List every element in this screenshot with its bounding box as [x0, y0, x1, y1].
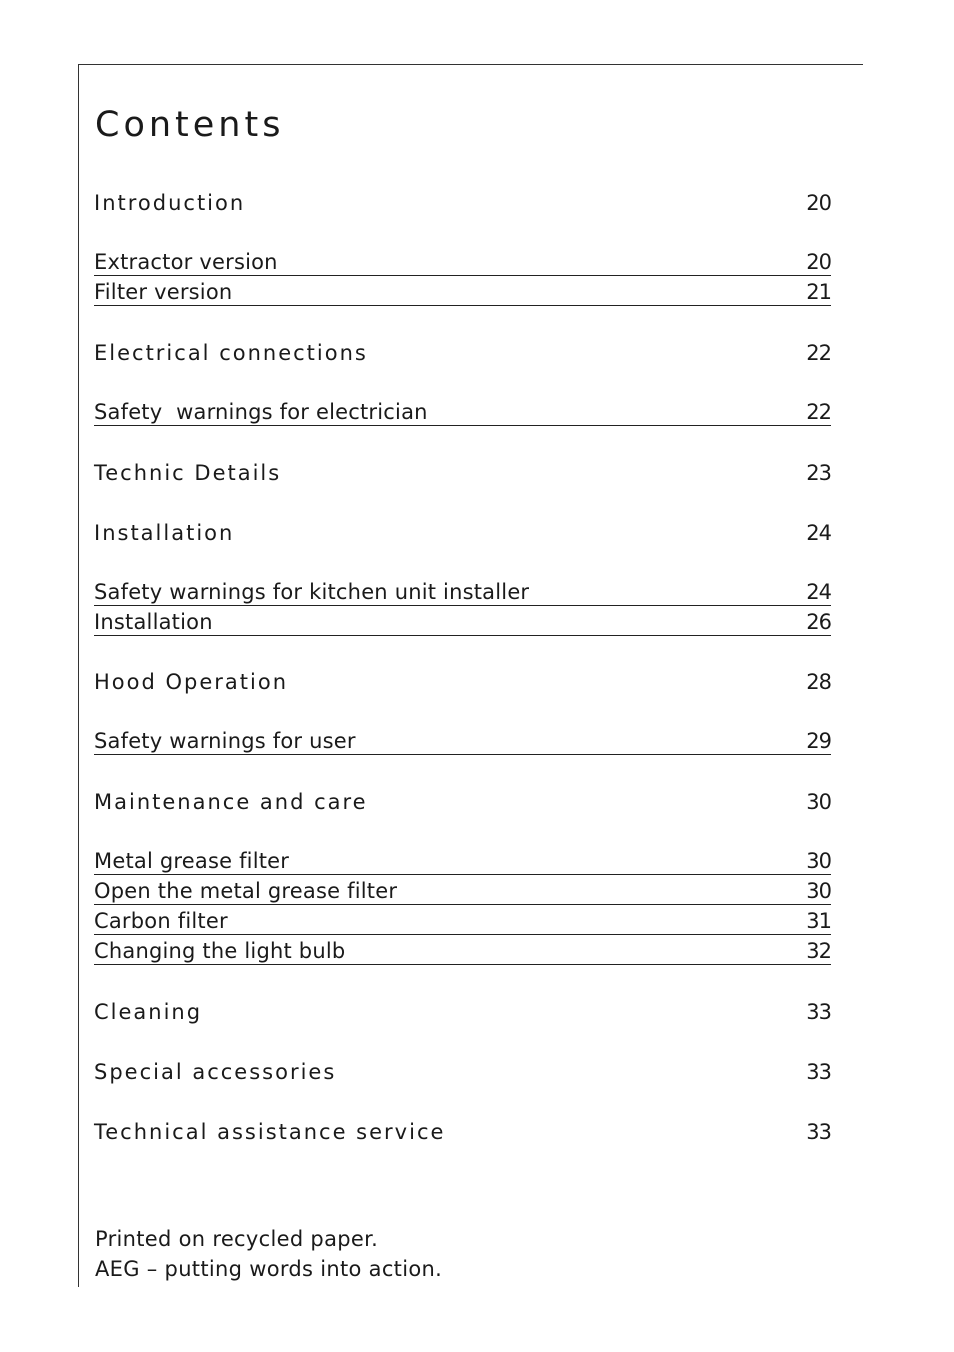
toc-entry-label: Electrical connections — [94, 341, 368, 365]
toc-entry-label: Extractor version — [94, 250, 278, 274]
toc-entry-page-number: 30 — [806, 879, 831, 903]
toc-entry-page-number: 29 — [806, 729, 831, 753]
toc-entry[interactable] — [94, 276, 831, 306]
toc-entry-label: Filter version — [94, 280, 233, 304]
toc-entry[interactable] — [94, 785, 831, 815]
toc-entry[interactable] — [94, 875, 831, 905]
toc-entry-page-number: 21 — [806, 280, 831, 304]
footer-note-recycled: Printed on recycled paper. — [95, 1227, 379, 1251]
toc-entry[interactable] — [94, 576, 831, 606]
toc-entry-page-number: 20 — [806, 191, 831, 215]
toc-entry[interactable] — [94, 1055, 831, 1085]
toc-entry-label: Maintenance and care — [94, 790, 368, 814]
toc-entry-page-number: 24 — [806, 521, 831, 545]
toc-entry-label: Open the metal grease filter — [94, 879, 398, 903]
toc-entry-page-number: 33 — [806, 1060, 831, 1084]
toc-entry-page-number: 22 — [806, 341, 831, 365]
toc-entry[interactable] — [94, 336, 831, 366]
toc-entry[interactable] — [94, 665, 831, 695]
toc-entry-label: Cleaning — [94, 1000, 203, 1024]
toc-entry[interactable] — [94, 905, 831, 935]
toc-entry[interactable] — [94, 845, 831, 875]
toc-entry-label: Introduction — [94, 191, 246, 215]
toc-entry[interactable] — [94, 456, 831, 486]
toc-entry-label: Safety warnings for kitchen unit installer — [94, 580, 530, 604]
toc-entry-page-number: 32 — [806, 939, 831, 963]
toc-entry[interactable] — [94, 396, 831, 426]
table-of-contents — [94, 0, 831, 1352]
toc-entry-label: Hood Operation — [94, 670, 289, 694]
toc-entry-label: Technical assistance service — [94, 1120, 446, 1144]
toc-entry-page-number: 30 — [806, 790, 831, 814]
toc-entry[interactable] — [94, 995, 831, 1025]
toc-entry-page-number: 30 — [806, 849, 831, 873]
toc-entry-page-number: 23 — [806, 461, 831, 485]
toc-entry-page-number: 20 — [806, 250, 831, 274]
toc-entry[interactable] — [94, 606, 831, 636]
footer-slogan: AEG – putting words into action. — [95, 1257, 443, 1281]
frame-left-rule — [78, 64, 79, 1287]
toc-entry-page-number: 26 — [806, 610, 831, 634]
toc-entry-page-number: 28 — [806, 670, 831, 694]
toc-entry-label: Safety warnings for electrician — [94, 400, 428, 424]
toc-entry-label: Technic Details — [94, 461, 282, 485]
toc-entry-label: Changing the light bulb — [94, 939, 346, 963]
toc-entry[interactable] — [94, 1115, 831, 1145]
toc-entry[interactable] — [94, 186, 831, 216]
toc-entry-page-number: 22 — [806, 400, 831, 424]
toc-entry-label: Carbon filter — [94, 909, 228, 933]
toc-entry-page-number: 31 — [806, 909, 831, 933]
toc-entry-label: Special accessories — [94, 1060, 337, 1084]
toc-entry-page-number: 33 — [806, 1120, 831, 1144]
page-title: Contents — [95, 105, 285, 145]
toc-entry-page-number: 24 — [806, 580, 831, 604]
toc-entry-label: Installation — [94, 610, 213, 634]
toc-entry[interactable] — [94, 516, 831, 546]
toc-entry-label: Metal grease filter — [94, 849, 290, 873]
toc-entry-label: Safety warnings for user — [94, 729, 356, 753]
toc-entry[interactable] — [94, 725, 831, 755]
toc-entry-label: Installation — [94, 521, 235, 545]
toc-entry-page-number: 33 — [806, 1000, 831, 1024]
toc-entry[interactable] — [94, 246, 831, 276]
toc-entry[interactable] — [94, 935, 831, 965]
